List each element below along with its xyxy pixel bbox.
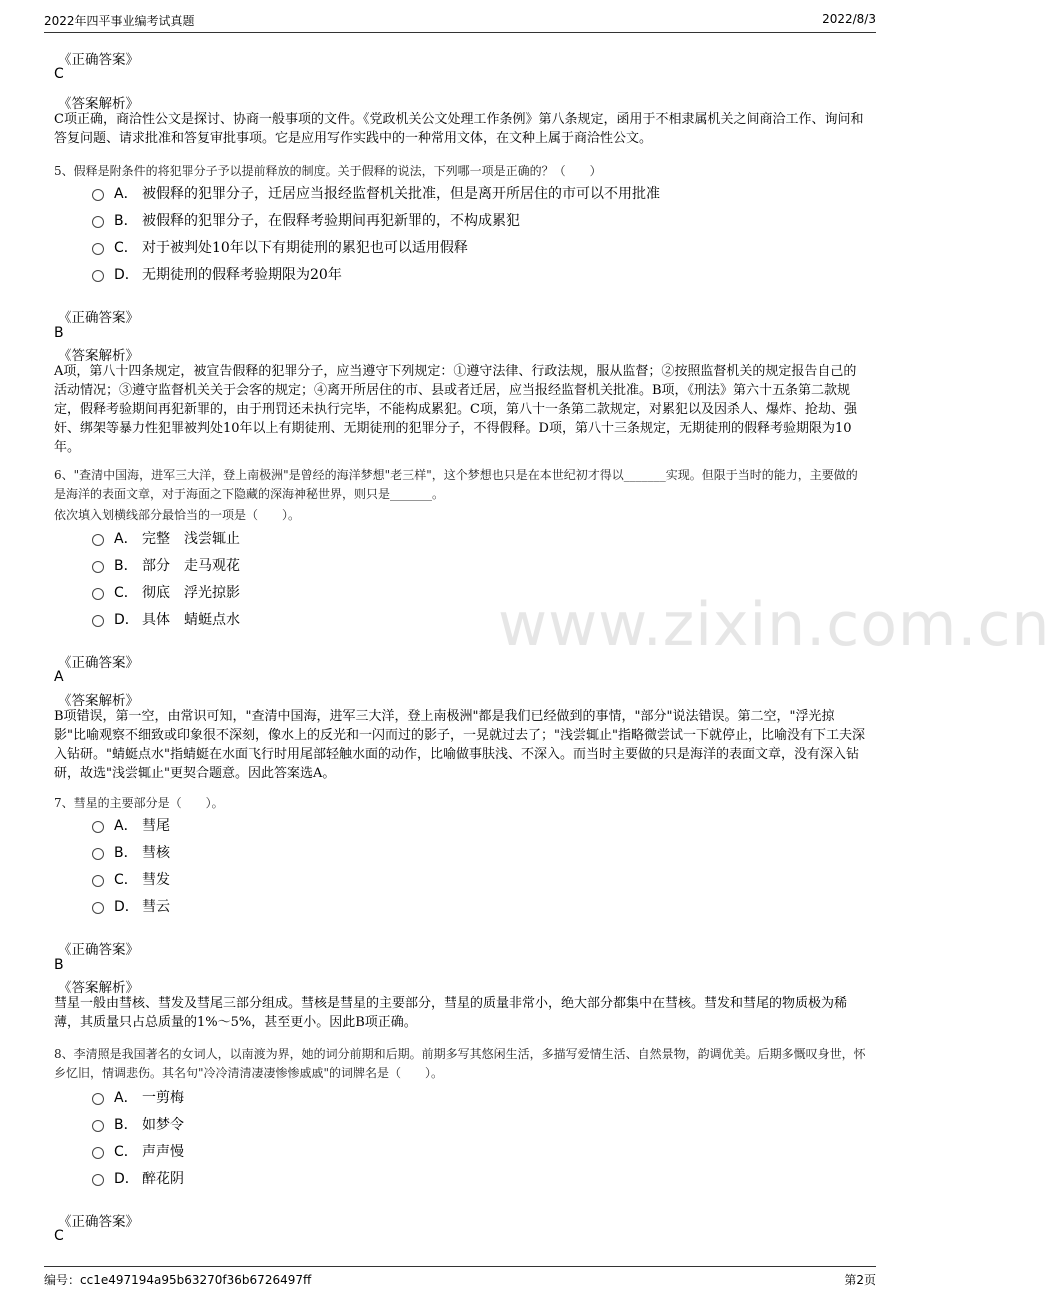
radio-icon[interactable] xyxy=(92,1174,104,1186)
radio-icon[interactable] xyxy=(92,615,104,627)
radio-icon[interactable] xyxy=(92,848,104,860)
option-b[interactable]: B． 被假释的犯罪分子，在假释考验期间再犯新罪的，不构成累犯 xyxy=(92,210,520,230)
radio-icon[interactable] xyxy=(92,243,104,255)
correct-answer-value: B xyxy=(54,957,64,973)
analysis-label: 《答案解析》 xyxy=(58,96,139,112)
correct-answer-value: C xyxy=(54,1228,64,1244)
option-d[interactable]: D． 彗云 xyxy=(92,896,170,916)
radio-icon[interactable] xyxy=(92,534,104,546)
page-number: 第2页 xyxy=(844,1273,876,1287)
correct-answer-value: B xyxy=(54,325,64,341)
option-d[interactable]: D． 具体 蜻蜓点水 xyxy=(92,609,240,629)
radio-icon[interactable] xyxy=(92,270,104,282)
analysis-label: 《答案解析》 xyxy=(58,348,139,364)
option-a[interactable]: A． 被假释的犯罪分子，迁居应当报经监督机关批准，但是离开所居住的市可以不用批准 xyxy=(92,183,660,203)
correct-answer-label: 《正确答案》 xyxy=(58,52,139,68)
correct-answer-value: A xyxy=(54,669,64,685)
document-date: 2022/8/3 xyxy=(822,12,876,26)
option-d[interactable]: D． 无期徒刑的假释考验期限为20年 xyxy=(92,264,342,284)
document-code: 编号：cc1e497194a95b63270f36b6726497ff xyxy=(44,1273,312,1287)
option-b[interactable]: B． 部分 走马观花 xyxy=(92,555,240,575)
correct-answer-label: 《正确答案》 xyxy=(58,310,139,326)
question-7: 7、彗星的主要部分是（ ）。 xyxy=(54,796,224,810)
analysis-label: 《答案解析》 xyxy=(58,693,139,709)
radio-icon[interactable] xyxy=(92,588,104,600)
analysis-text: B项错误，第一空，由常识可知，"查清中国海，进军三大洋，登上南极洲"都是我们已经做到的事情，"部分"说法错误。第二空，"浮光掠影"比喻观察不细致或印象很不深刻，像水上的反光和一闪而过的影子，一晃就过去了；"浅尝辄止"指略微尝试一下就停止，比喻没有下工夫深入钻研。"蜻蜓点水"指蜻蜓在水面飞行时用尾部轻触水面的动作，比喻做事肤浅、不深入。而当时主要做的只是海洋的表面文章，没有深入钻研，故选"浅尝辄止"更契合题意。因此答案选A。 xyxy=(54,709,865,781)
analysis-text: C项正确，商洽性公文是探讨、协商一般事项的文件。《党政机关公文处理工作条例》第八条规定，函用于不相隶属机关之间商洽工作、询问和答复问题、请求批准和答复审批事项。它是应用写作实践中的一种常用文体，在文种上属于商洽性公文。 xyxy=(54,112,864,146)
radio-icon[interactable] xyxy=(92,561,104,573)
option-b[interactable]: B． 彗核 xyxy=(92,842,170,862)
option-c[interactable]: C． 声声慢 xyxy=(92,1141,184,1161)
radio-icon[interactable] xyxy=(92,902,104,914)
option-b[interactable]: B． 如梦令 xyxy=(92,1114,184,1134)
radio-icon[interactable] xyxy=(92,1093,104,1105)
option-d[interactable]: D． 醉花阴 xyxy=(92,1168,184,1188)
correct-answer-value: C xyxy=(54,66,64,82)
radio-icon[interactable] xyxy=(92,821,104,833)
option-a[interactable]: A． 一剪梅 xyxy=(92,1087,184,1107)
page-footer xyxy=(44,1266,876,1287)
correct-answer-label: 《正确答案》 xyxy=(58,655,139,671)
question-6: 6、"查清中国海，进军三大洋，登上南极洲"是曾经的海洋梦想"老三样"，这个梦想也只是在本世纪初才得以_______实现。但限于当时的能力，主要做的是海洋的表面文章，对于海面之下隐藏的深海神秘世界，则只是_______。 xyxy=(54,468,858,501)
correct-answer-label: 《正确答案》 xyxy=(58,1214,139,1230)
question-6-instruction: 依次填入划横线部分最恰当的一项是（ ）。 xyxy=(54,508,301,522)
option-a[interactable]: A． 完整 浅尝辄止 xyxy=(92,528,240,548)
document-title: 2022年四平事业编考试真题 xyxy=(44,14,195,28)
option-c[interactable]: C． 对于被判处10年以下有期徒刑的累犯也可以适用假释 xyxy=(92,237,468,257)
option-c[interactable]: C． 彻底 浮光掠影 xyxy=(92,582,240,602)
option-a[interactable]: A． 彗尾 xyxy=(92,815,170,835)
analysis-text: A项，第八十四条规定，被宣告假释的犯罪分子，应当遵守下列规定：①遵守法律、行政法规，服从监督；②按照监督机关的规定报告自己的活动情况；③遵守监督机关关于会客的规定；④离开所居住的市、县或者迁居，应当报经监督机关批准。B项，《刑法》第六十五条第二款规定，假释考验期间再犯新罪的，由于刑罚还未执行完毕，不能构成累犯。C项，第八十一条第二款规定，对累犯以及因杀人、爆炸、抢劫、强奸、绑架等暴力性犯罪被判处10年以上有期徒刑、无期徒刑的犯罪分子，不得假释。D项，第八十三条规定，无期徒刑的假释考验期限为10年。 xyxy=(54,364,857,455)
watermark: www.zixin.com.cn xyxy=(498,590,1050,660)
question-5: 5、假释是附条件的将犯罪分子予以提前释放的制度。关于假释的说法，下列哪一项是正确的？（ ） xyxy=(54,164,602,178)
radio-icon[interactable] xyxy=(92,1120,104,1132)
radio-icon[interactable] xyxy=(92,875,104,887)
radio-icon[interactable] xyxy=(92,189,104,201)
radio-icon[interactable] xyxy=(92,216,104,228)
correct-answer-label: 《正确答案》 xyxy=(58,942,139,958)
option-c[interactable]: C． 彗发 xyxy=(92,869,170,889)
page-header xyxy=(44,10,876,33)
analysis-text: 彗星一般由彗核、彗发及彗尾三部分组成。彗核是彗星的主要部分，彗星的质量非常小，绝大部分都集中在彗核。彗发和彗尾的物质极为稀薄，其质量只占总质量的1%～5%，甚至更小。因此B项正确。 xyxy=(54,996,848,1030)
analysis-label: 《答案解析》 xyxy=(58,980,139,996)
radio-icon[interactable] xyxy=(92,1147,104,1159)
question-8: 8、李清照是我国著名的女词人，以南渡为界，她的词分前期和后期。前期多写其悠闲生活，多描写爱情生活、自然景物，韵调优美。后期多慨叹身世，怀乡忆旧，情调悲伤。其名句"冷冷清清凄凄惨惨戚戚"的词牌名是（ ）。 xyxy=(54,1047,866,1080)
